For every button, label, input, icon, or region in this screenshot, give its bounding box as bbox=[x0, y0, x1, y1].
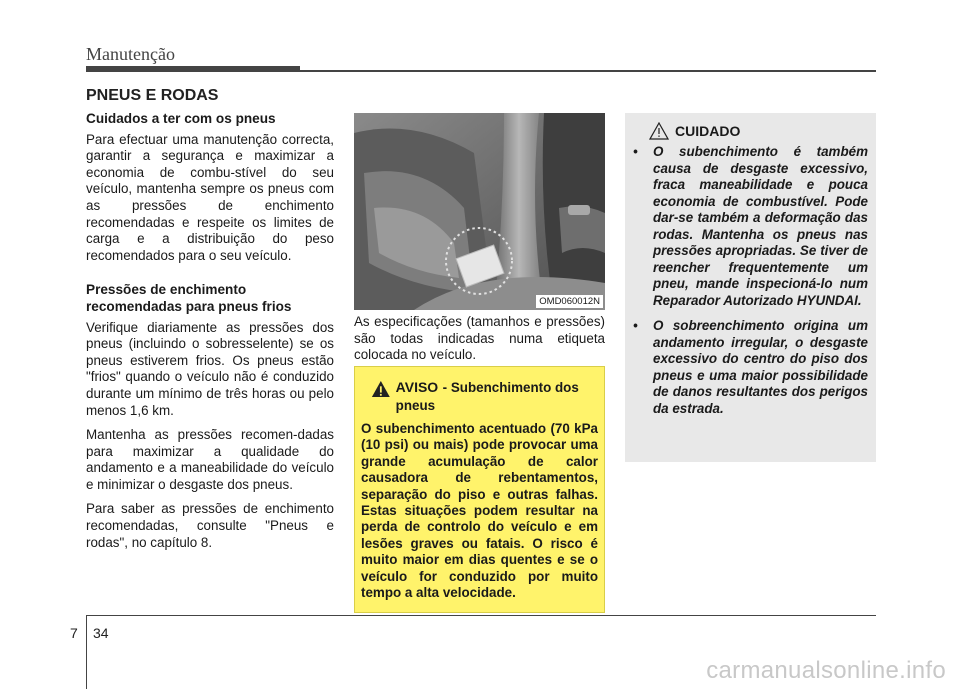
chapter-number: 7 bbox=[70, 625, 78, 641]
header-rule bbox=[300, 70, 876, 72]
caution-list bbox=[633, 144, 868, 417]
caution-header bbox=[633, 122, 868, 140]
header-title: Manutenção bbox=[86, 44, 175, 64]
paragraph-maintain-pressures: Mantenha as pressões recomen-dadas para maximizar a qualidade do andamento e a maneabilidade do veículo e minimizar o desgaste dos pneus. bbox=[86, 427, 334, 492]
warning-triangle-icon bbox=[371, 379, 391, 399]
specification-note: As especificações (tamanhos e pressões) são todas indicadas numa etiqueta colocada no veículo. bbox=[354, 314, 605, 363]
footer-rule bbox=[86, 615, 876, 616]
tire-label-photo bbox=[354, 113, 605, 310]
paragraph-check-pressures: Verifique diariamente as pressões dos pneus (incluindo o sobresselente) se os pneus estiverem frios. Os pneus estão "frios" quando o veículo não é conduzido durante um mínimo de três horas ou pelo menos 1,6 km. bbox=[86, 319, 334, 418]
warning-label: AVISO bbox=[395, 379, 439, 395]
warning-body: O subenchimento acentuado (70 kPa (10 psi) ou mais) pode provocar uma grande acumulação de calor causadora de rebentamentos, separação do piso e outras falhas. Estas situações podem resultar na perda de controlo do veículo e em lesões graves ou fatais. O risco é muito maior em dias quentes e se o veículo for conduzido por muito tempo a alta velocidade. bbox=[361, 421, 598, 601]
caution-item: • O sobreenchimento origina um andamento irregular, o desgaste excessivo do centro do piso dos pneus e uma maior possibilidade de danos resultantes dos perigos da estrada. bbox=[633, 318, 868, 416]
figure-code: OMD060012N bbox=[536, 295, 603, 308]
caution-triangle-icon bbox=[649, 122, 669, 140]
warning-box bbox=[354, 366, 605, 613]
warning-subtitle: - Subenchimento dos pneus bbox=[395, 380, 579, 413]
footer-divider bbox=[86, 615, 87, 689]
header-bar bbox=[86, 66, 300, 72]
warning-header bbox=[361, 379, 598, 415]
door-pillar-illustration bbox=[354, 113, 605, 310]
watermark: carmanualsonline.info bbox=[706, 657, 946, 684]
caution-label: CUIDADO bbox=[675, 123, 741, 139]
section-title: PNEUS E RODAS bbox=[86, 87, 219, 104]
page-number: 34 bbox=[93, 625, 109, 641]
heading-tire-care: Cuidados a ter com os pneus bbox=[86, 111, 276, 126]
heading-recommended-pressures: Pressões de enchimento recomendadas para pneus frios bbox=[86, 282, 292, 314]
paragraph-see-chapter: Para saber as pressões de enchimento recomendadas, consulte "Pneus e rodas", no capítulo 8. bbox=[86, 501, 334, 550]
left-column bbox=[86, 111, 334, 559]
paragraph-tire-care: Para efectuar uma manutenção correcta, garantir a segurança e maximizar a economia de combu-stível do seu veículo, mantenha sempre os pneus com as pressões de enchimento recomendadas e respeite os limites de carga e a distribuição do peso recomendados para o seu veículo. bbox=[86, 131, 334, 263]
caution-item: • O subenchimento é também causa de desgaste excessivo, fraca maneabilidade e pouca economia de combustível. Pode dar-se também a deformação das rodas. Mantenha os pneus nas pressões apropriadas. Se tiver de reencher frequentemente um pneu, mande inspecioná-lo num Reparador Autorizado HYUNDAI. bbox=[633, 144, 868, 308]
caution-box bbox=[625, 113, 876, 462]
